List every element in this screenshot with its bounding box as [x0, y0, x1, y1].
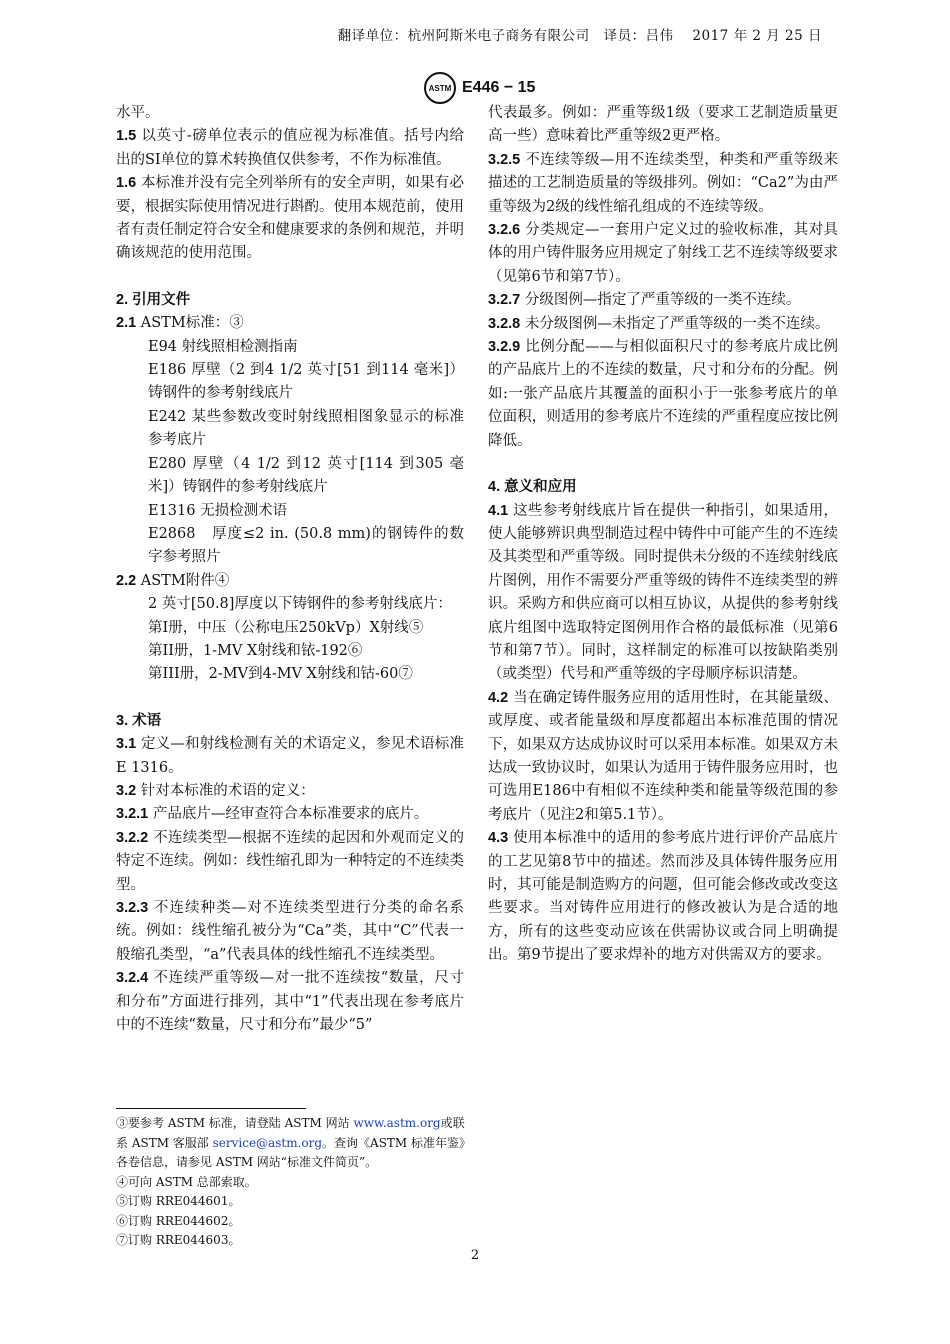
paragraph: 3.2.9 比例分配——与相似面积尺寸的参考底片成比例的产品底片上的不连续的数量，尺寸和分布的分配。例如:一张产品底片其覆盖的面积小于一张参考底片的单位面积，则适用的参考底片不连续的严重程度应按比例降低。 [488, 339, 838, 449]
footnote: ③要参考 ASTM 标准，请登陆 ASTM 网站 www.astm.org或联系 ASTM 客服部 service@astm.org。查询《ASTM 标准年鉴》各卷信息，请参见 ASTM 网站“标准文件简页”。 [116, 1116, 466, 1169]
paragraph: 代表最多。例如：严重等级1级（要求工艺制造质量更高一些）意味着比严重等级2更严格。 [488, 105, 838, 145]
reference-item: E94 射线照相检测指南 [148, 338, 298, 355]
paragraph: 4.3 使用本标准中的适用的参考底片进行评价产品底片的工艺见第8节中的描述。然而涉及具体铸件服务应用时，其可能是制造购方的问题，但可能会修改或改变这些要求。当对铸件应用进行的修改被认为是合适的地方，所有的这些变动应该在供需协议或合同上明确提出。第9节提出了要求焊补的地方对供需双方的要求。 [488, 830, 838, 964]
paragraph: 4.1 这些参考射线底片旨在提供一种指引，如果适用，使人能够辨识典型制造过程中铸件中可能产生的不连续及其类型和严重等级。同时提供未分级的不连续射线底片图例，用作不需要分严重等级的铸件不连续类型的辨识。采购方和供应商可以相互协议，从提供的参考射线底片组图中选取特定图例用作合格的最低标准（见第6节和第7节）。同时，这样制定的标准可以按缺陷类别（或类型）代号和严重等级的字母顺序标识清楚。 [488, 502, 838, 683]
right-column [488, 102, 838, 968]
paragraph: 3.2.6 分类规定—一套用户定义过的验收标准，其对具体的用户铸件服务应用规定了射线工艺不连续等级要求（见第6节和第7节）。 [488, 222, 838, 285]
footnote-divider [116, 1108, 306, 1109]
reference-item: E1316 无损检测术语 [148, 502, 288, 519]
standard-code: E446 − 15 [462, 79, 536, 96]
reference-item: E242 某些参数改变时射线照相图象显示的标准参考底片 [148, 408, 464, 449]
reference-item: E280 厚壁（4 1/2 到12 英寸[114 到305 毫米]）铸钢件的参考射线底片 [148, 455, 464, 496]
paragraph: 4.2 当在确定铸件服务应用的适用性时，在其能量级、或厚度、或者能量级和厚度都超出本标准范围的情况下，如果双方达成协议时可以采用本标准。如果双方未达成一致协议时，如果认为适用于铸件服务应用时，也可选用E186中有相似不连续种类和能量等级范围的参考底片（见注2和第5.1节）。 [488, 689, 838, 823]
paragraph: 3.2.1 产品底片—经审查符合本标准要求的底片。 [116, 806, 429, 823]
adjunct-item: 第III册，2-MV到4-MV X射线和钴-60⑦ [148, 666, 413, 683]
paragraph: 3.2.3 不连续种类—对不连续类型进行分类的命名系统。例如：线性缩孔被分为“Ca”类，其中“C”代表一般缩孔类型，“a”代表具体的线性缩孔不连续类型。 [116, 900, 464, 963]
section-heading: 3. 术语 [116, 712, 162, 729]
page-header: 翻译单位：杭州阿斯米电子商务有限公司 译员：吕伟 2017 年 2 月 25 日 [337, 28, 822, 44]
astm-logo [424, 72, 535, 104]
left-column [116, 102, 464, 1037]
astm-link[interactable]: www.astm.org [353, 1116, 441, 1130]
paragraph: 2.1 ASTM标准：③ [116, 315, 244, 332]
service-email-link[interactable]: service@astm.org [212, 1135, 323, 1150]
paragraph: 3.2.2 不连续类型—根据不连续的起因和外观而定义的特定不连续。例如：线性缩孔即为一种特定的不连续类型。 [116, 829, 464, 893]
paragraph: 3.2.5 不连续等级—用不连续类型，种类和严重等级来描述的工艺制造质量的等级排列。例如：“Ca2”为由严重等级为2级的线性缩孔组成的不连续等级。 [488, 151, 838, 215]
footnote: ⑥订购 RRE044602。 [116, 1213, 241, 1228]
footnotes [116, 1114, 466, 1251]
footnote: ④可向 ASTM 总部索取。 [116, 1174, 257, 1189]
paragraph: 3.2.8 未分级图例—未指定了严重等级的一类不连续。 [488, 315, 830, 332]
section-heading: 4. 意义和应用 [488, 479, 577, 496]
paragraph: 3.2.7 分级图例—指定了严重等级的一类不连续。 [488, 292, 801, 309]
footnote: ⑦订购 RRE044603。 [116, 1233, 241, 1247]
section-heading: 2. 引用文件 [116, 291, 191, 308]
astm-logo-icon: ASTM [424, 72, 456, 104]
adjunct-item: 第I册，中压（公称电压250kVp）X射线⑤ [148, 619, 424, 636]
adjunct-item: 2 英寸[50.8]厚度以下铸钢件的参考射线底片： [148, 596, 452, 613]
paragraph: 水平。 [116, 105, 160, 121]
paragraph: 3.2.4 不连续严重等级—对一批不连续按“数量，尺寸和分布”方面进行排列，其中“1”代表出现在参考底片中的不连续“数量，尺寸和分布”最少“5” [116, 970, 464, 1034]
page-number: 2 [470, 1248, 480, 1263]
paragraph: 3.1 定义—和射线检测有关的术语定义，参见术语标准E 1316。 [116, 736, 464, 776]
paragraph: 3.2 针对本标准的术语的定义： [116, 782, 315, 799]
paragraph: 2.2 ASTM附件④ [116, 572, 230, 589]
footnote: ⑤订购 RRE044601。 [116, 1194, 241, 1208]
reference-item: E186 厚壁（2 到4 1/2 英寸[51 到114 毫米]）铸钢件的参考射线底片 [148, 362, 464, 402]
paragraph: 1.5 以英寸-磅单位表示的值应视为标准值。括号内给出的SI单位的算术转换值仅供参考，不作为标准值。 [116, 128, 464, 168]
paragraph: 1.6 本标准并没有完全列举所有的安全声明，如果有必要，根据实际使用情况进行斟酌。使用本规范前，使用者有责任制定符合安全和健康要求的条例和规范，并明确该规范的使用范围。 [116, 175, 464, 262]
reference-item: E2868 厚度≤2 in. (50.8 mm)的钢铸件的数字参考照片 [148, 525, 464, 566]
adjunct-item: 第II册，1-MV X射线和铱-192⑥ [148, 642, 363, 659]
